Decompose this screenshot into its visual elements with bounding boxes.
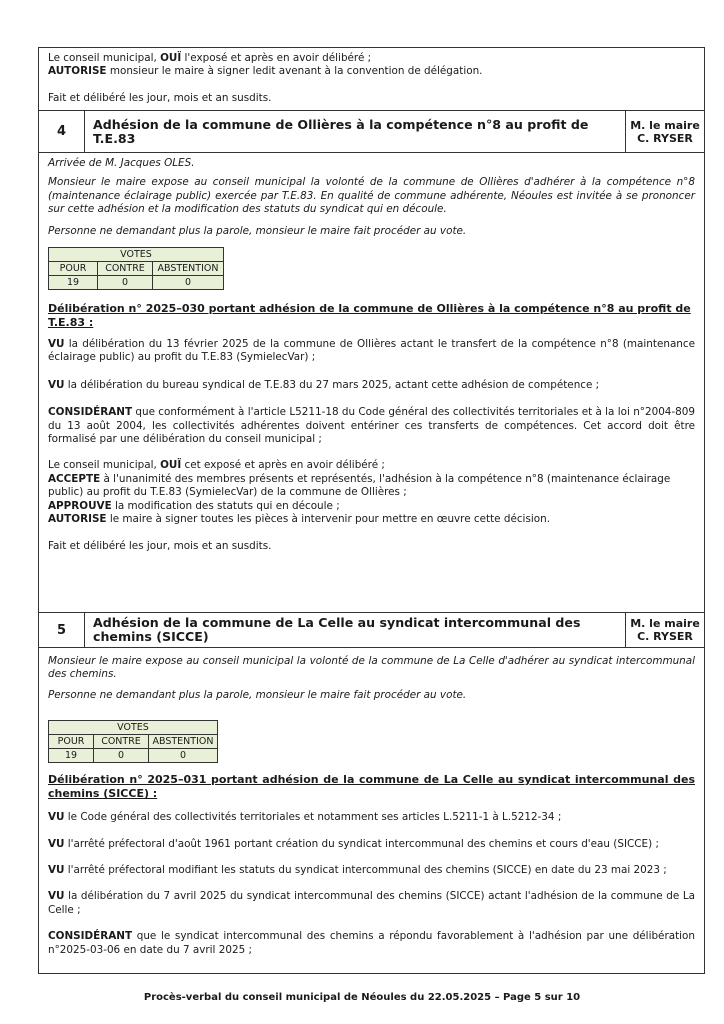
votes-contre-label: CONTRE xyxy=(98,262,153,276)
votes-table xyxy=(48,720,218,763)
page-footer: Procès-verbal du conseil municipal de Néoules du 22.05.2025 – Page 5 sur 10 xyxy=(143,992,581,1003)
vu-label: VU xyxy=(48,378,65,391)
rapporteur-role: M. le maire xyxy=(630,118,700,132)
deliberation-title: Délibération n° 2025–031 portant adhésion de la commune de La Celle au syndicat intercommunal des chemins (SICCE) : xyxy=(48,773,695,801)
section-rapporteur xyxy=(626,111,704,152)
vu-text: le Code général des collectivités territoriales et notamment ses articles L.5211-1 à L.5212-34 ; xyxy=(64,811,562,824)
intro-fait: Fait et délibéré les jour, mois et an susdits. xyxy=(48,91,272,104)
vu-text: l'arrêté préfectoral modifiant les statuts du syndicat intercommunal des chemins (SICCE) en date du 23 mai 2023 ; xyxy=(64,864,667,877)
intro-text-end: l'exposé et après en avoir délibéré ; xyxy=(181,52,372,64)
rapporteur-role: M. le maire xyxy=(630,617,700,630)
approuve-label: APPROUVE xyxy=(48,499,112,512)
votes-pour-label: POUR xyxy=(49,262,98,276)
expose-text: Monsieur le maire expose au conseil municipal la volonté de la commune de La Celle d'adhérer au syndicat intercommunal des chemins. xyxy=(48,655,695,681)
section-rapporteur xyxy=(626,613,704,647)
cm-text: Le conseil municipal, xyxy=(48,459,161,472)
votes-pour-value: 19 xyxy=(49,749,94,763)
votes-contre-value: 0 xyxy=(94,749,149,763)
expose-text: Monsieur le maire expose au conseil municipal la volonté de la commune de Ollières d'adhérer à la compétence n°8 (maintenance éclairage public) exercée par T.E.83. En qualité de commune adhérente, Néoules est invitée à se prononcer sur cette adhésion et la modification des statuts du syndicat qui en découle. xyxy=(48,176,695,216)
vu-text: la délibération du 13 février 2025 de la commune de Ollières actant le transfert de la compétence n°8 (maintenance éclairage public) au profit du T.E.83 (SymielecVar) ; xyxy=(48,338,695,364)
intro-autorise: AUTORISE xyxy=(48,65,107,78)
votes-header: VOTES xyxy=(49,721,218,735)
considerant-text: que conformément à l'article L5211-18 du Code général des collectivités territoriales et à la loi n°2004-809 du 13 août 2004, les collectivités adhérentes doivent entériner ces transferts de compétences. Cet accord doit être formalisé par une délibération du conseil municipal ; xyxy=(48,406,695,446)
section-number: 4 xyxy=(39,111,85,152)
vu-label: VU xyxy=(48,338,65,351)
cm-oui: OUÏ xyxy=(160,459,182,472)
rapporteur-name: C. RYSER xyxy=(637,630,693,643)
section-number: 5 xyxy=(39,613,85,647)
votes-abstention-value: 0 xyxy=(149,749,218,763)
votes-contre-label: CONTRE xyxy=(94,735,149,749)
vu-label: VU xyxy=(48,864,65,877)
vu-label: VU xyxy=(48,890,65,903)
section-5-body xyxy=(39,655,704,957)
accepte-label: ACCEPTE xyxy=(48,472,101,485)
votes-abstention-label: ABSTENTION xyxy=(149,735,218,749)
autorise-label: AUTORISE xyxy=(48,513,107,526)
votes-abstention-value: 0 xyxy=(153,276,224,290)
accepte-text: à l'unanimité des membres présents et représentés, l'adhésion à la compétence n°8 (maintenance éclairage public) au profit du T.E.83 (SymielecVar) de la commune de Ollières ; xyxy=(48,472,671,499)
rapporteur-name: C. RYSER xyxy=(637,131,693,145)
votes-table xyxy=(48,247,224,290)
intro-text: Le conseil municipal, xyxy=(48,52,161,64)
intro-block xyxy=(39,52,704,105)
fait-text: Fait et délibéré les jour, mois et an susdits. xyxy=(48,539,272,552)
votes-abstention-label: ABSTENTION xyxy=(153,262,224,276)
document-page xyxy=(38,47,705,974)
considerant-text: que le syndicat intercommunal des chemins a répondu favorablement à l'adhésion par une délibération n°2025-03-06 en date du 7 avril 2025 ; xyxy=(48,930,695,956)
section-5-header xyxy=(39,612,704,648)
autorise-text: le maire à signer toutes les pièces à intervenir pour mettre en œuvre cette décision. xyxy=(106,513,550,526)
section-title: Adhésion de la commune de La Celle au syndicat intercommunal des chemins (SICCE) xyxy=(85,613,626,647)
section-title: Adhésion de la commune de Ollières à la compétence n°8 au profit de T.E.83 xyxy=(85,111,626,152)
vu-text: la délibération du bureau syndical de T.E.83 du 27 mars 2025, actant cette adhésion de compétence ; xyxy=(64,378,600,391)
vu-label: VU xyxy=(48,837,65,850)
votes-pour-label: POUR xyxy=(49,735,94,749)
intro-oui: OUÏ xyxy=(160,52,182,64)
considerant-label: CONSIDÉRANT xyxy=(48,406,133,419)
votes-contre-value: 0 xyxy=(98,276,153,290)
vu-text: la délibération du 7 avril 2025 du syndicat intercommunal des chemins (SICCE) actant l'adhésion de la commune de La Celle ; xyxy=(48,890,695,916)
section-4-header xyxy=(39,110,704,153)
considerant-label: CONSIDÉRANT xyxy=(48,930,133,943)
vote-intro: Personne ne demandant plus la parole, monsieur le maire fait procéder au vote. xyxy=(48,224,467,237)
vu-label: VU xyxy=(48,811,65,824)
votes-pour-value: 19 xyxy=(49,276,98,290)
approuve-text: la modification des statuts qui en découle ; xyxy=(111,499,340,512)
intro-autorise-text: monsieur le maire à signer ledit avenant à la convention de délégation. xyxy=(106,65,483,78)
cm-text-end: cet exposé et après en avoir délibéré ; xyxy=(181,459,385,472)
vote-intro: Personne ne demandant plus la parole, monsieur le maire fait procéder au vote. xyxy=(48,688,467,701)
vu-text: l'arrêté préfectoral d'août 1961 portant création du syndicat intercommunal des chemins et cours d'eau (SICCE) ; xyxy=(64,837,659,850)
votes-header: VOTES xyxy=(49,248,224,262)
arrival-note: Arrivée de M. Jacques OLES. xyxy=(48,157,195,169)
section-4-body xyxy=(39,157,704,553)
deliberation-title: Délibération n° 2025–030 portant adhésion de la commune de Ollières à la compétence n°8 au profit de T.E.83 : xyxy=(48,302,691,330)
